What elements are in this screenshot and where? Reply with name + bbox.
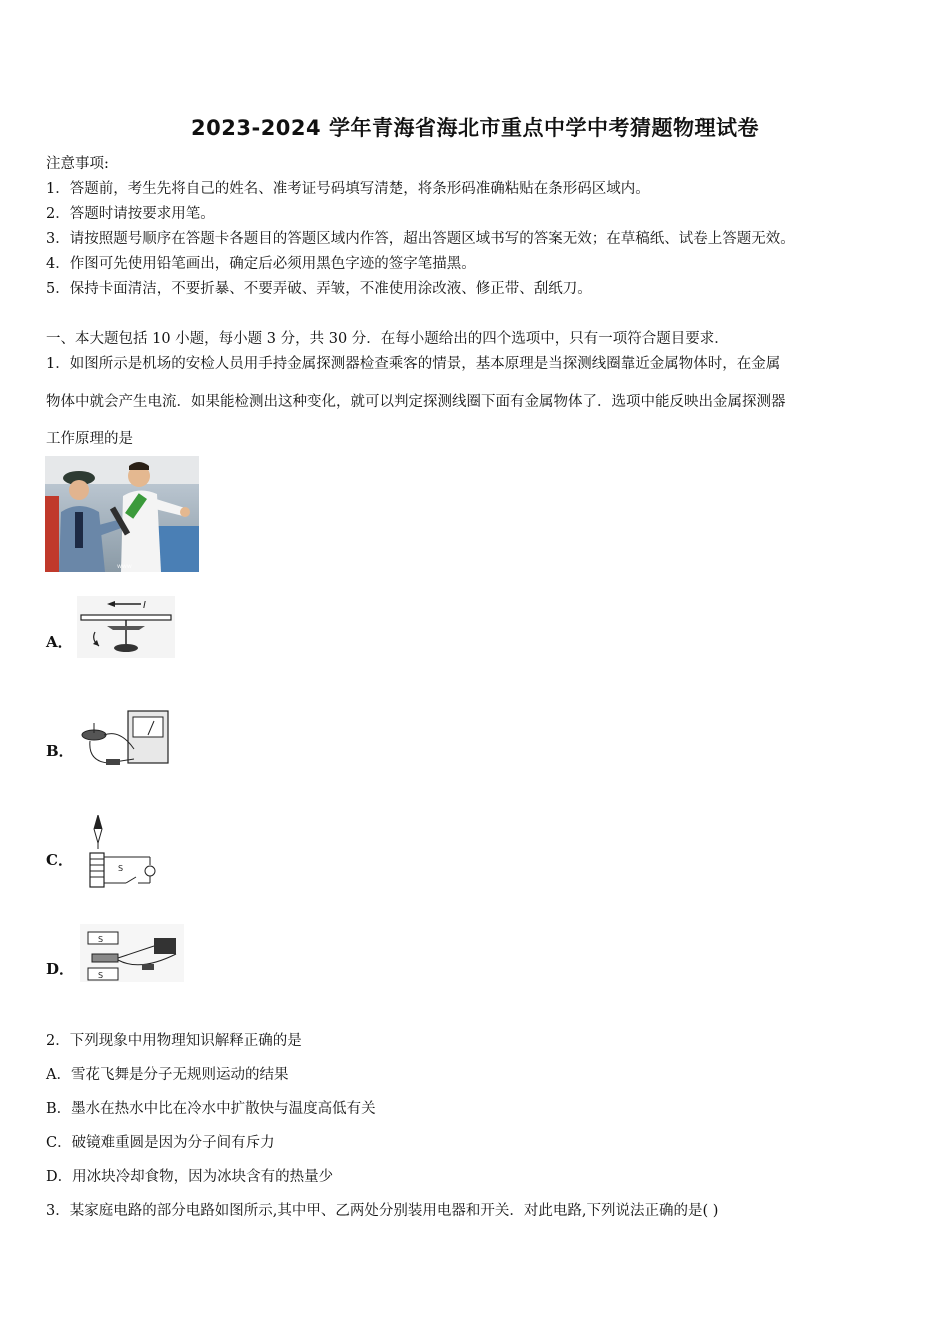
option-c-label[interactable]: C．: [46, 851, 73, 869]
notice-item: 1．答题前，考生先将自己的姓名、准考证号码填写清楚，将条形码准确粘贴在条形码区域内。: [46, 181, 650, 197]
question-2-option-d[interactable]: D．用冰块冷却食物，因为冰块含有的热量少: [46, 1169, 334, 1185]
question-1-line: 物体中就会产生电流．如果能检测出这种变化，就可以判定探测线圈下面有金属物体了．选项中能反映出金属探测器: [46, 394, 786, 410]
notice-heading: 注意事项:: [46, 156, 109, 172]
option-d-figure: [80, 924, 184, 982]
question-2-option-c[interactable]: C．破镜难重圆是因为分子间有斥力: [46, 1135, 275, 1151]
notice-item: 5．保持卡面清洁，不要折暴、不要弄破、弄皱，不准使用涂改液、修正带、刮纸刀。: [46, 281, 592, 297]
current-label: I: [143, 600, 146, 611]
security-check-photo: [45, 456, 199, 572]
option-a-figure: [77, 596, 175, 658]
svg-text:www: www: [117, 563, 132, 570]
notice-item: 2．答题时请按要求用笔。: [46, 206, 215, 222]
option-a-label[interactable]: A．: [46, 633, 73, 651]
notice-item: 4．作图可先使用铅笔画出，确定后必须用黑色字迹的签字笔描黑。: [46, 256, 476, 272]
page-title: 2023-2024 学年青海省海北市重点中学中考猜题物理试卷: [191, 116, 759, 140]
question-1-line: 工作原理的是: [46, 431, 133, 447]
option-b-label[interactable]: B．: [46, 742, 74, 760]
question-2-option-b[interactable]: B．墨水在热水中比在冷水中扩散快与温度高低有关: [46, 1101, 376, 1117]
option-c-figure: [80, 815, 160, 895]
section-heading: 一、本大题包括 10 小题，每小题 3 分，共 30 分．在每小题给出的四个选项中，只有一项符合题目要求．: [46, 331, 729, 347]
notice-item: 3．请按照题号顺序在答题卡各题目的答题区域内作答，超出答题区域书写的答案无效；在草稿纸、试卷上答题无效。: [46, 231, 795, 247]
question-3-stem: 3．某家庭电路的部分电路如图所示,其中甲、乙两处分别装用电器和开关．对此电路,下列说法正确的是( ): [46, 1203, 719, 1219]
option-d-label[interactable]: D．: [46, 960, 75, 978]
magnet-label-top: S: [98, 935, 104, 944]
option-b-figure: [80, 709, 170, 771]
question-1-line: 1．如图所示是机场的安检人员用手持金属探测器检查乘客的情景，基本原理是当探测线圈靠近金属物体时，在金属: [46, 356, 781, 372]
switch-label: S: [118, 864, 124, 873]
question-2-stem: 2．下列现象中用物理知识解释正确的是: [46, 1033, 302, 1049]
question-2-option-a[interactable]: A．雪花飞舞是分子无规则运动的结果: [46, 1067, 289, 1083]
magnet-label-bottom: S: [98, 971, 104, 980]
